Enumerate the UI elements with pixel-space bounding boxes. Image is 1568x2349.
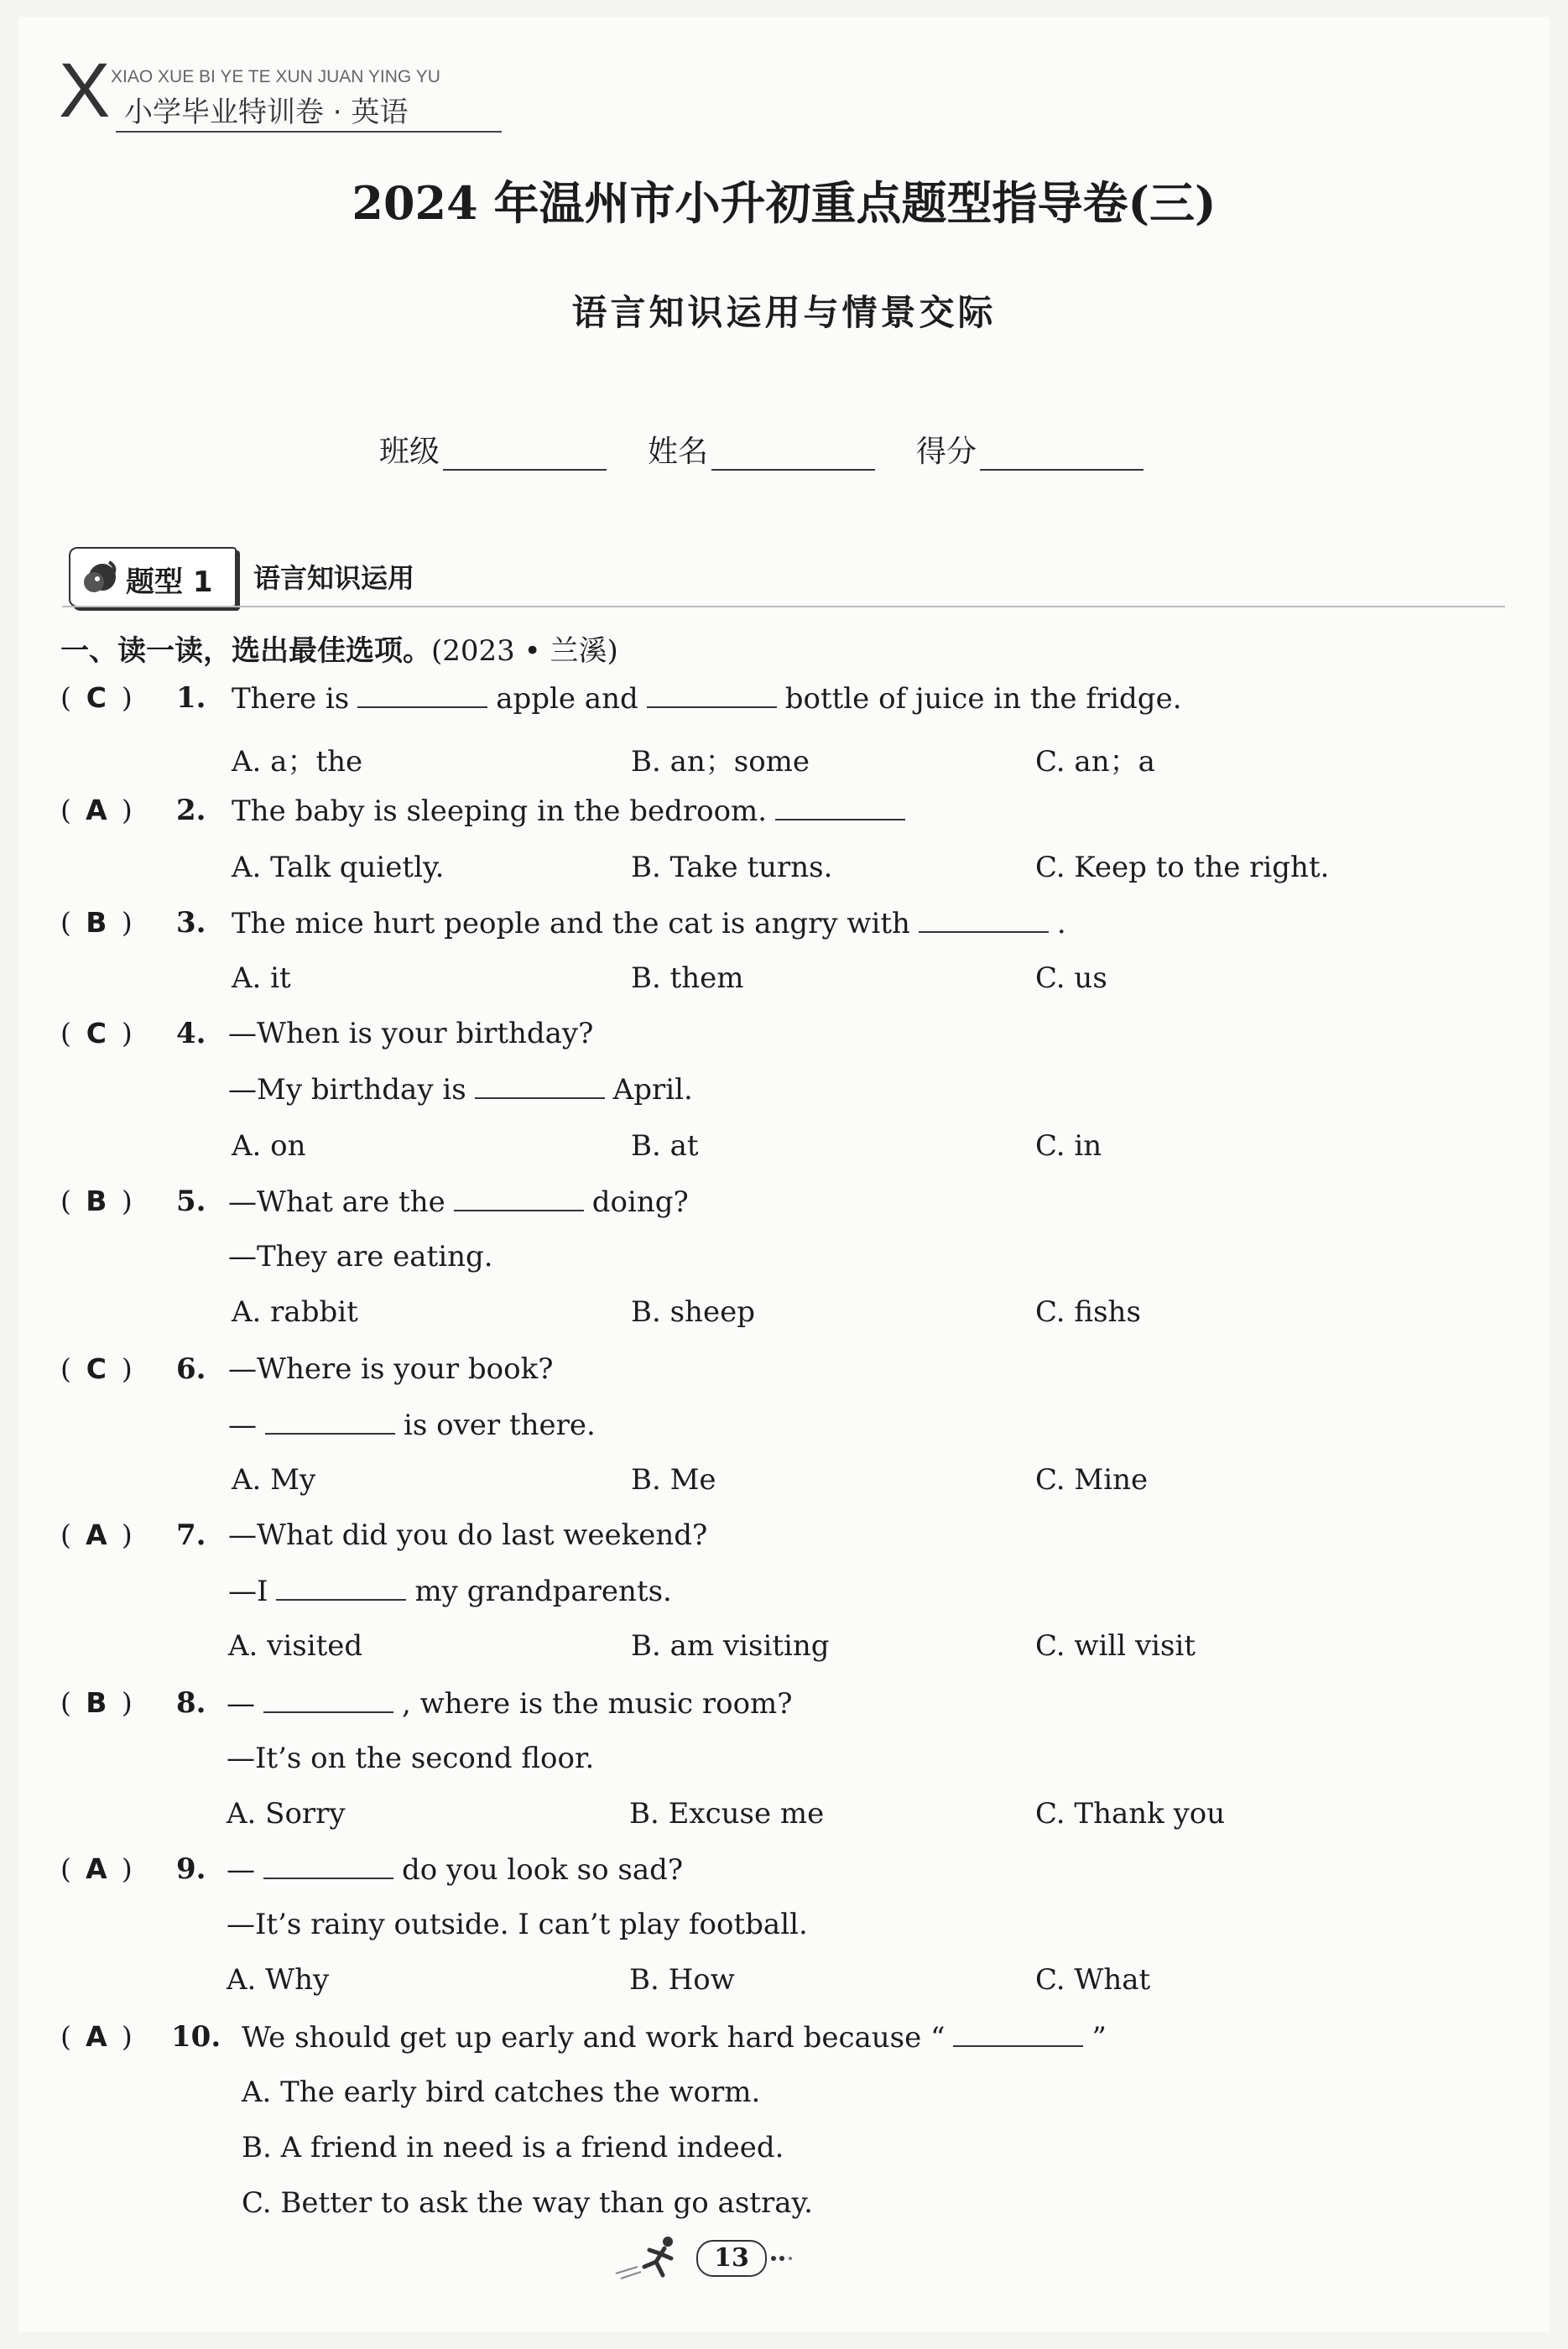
option-b[interactable]: B. them [631, 961, 744, 995]
question-number: 1. [176, 681, 206, 715]
section-rule [62, 606, 1505, 607]
answer-blank[interactable] [475, 1072, 605, 1099]
option-c[interactable]: C. an；a [1035, 745, 1155, 779]
dots-icon [768, 2250, 802, 2267]
answer-letter: B [86, 1185, 107, 1217]
header-rule [116, 131, 502, 133]
option-a[interactable]: A. My [232, 1463, 316, 1497]
question-8-line-1: — , where is the music room? [227, 1687, 793, 1721]
question-number: 9. [176, 1852, 206, 1886]
question-2: The baby is sleeping in the bedroom. [232, 794, 914, 828]
series-title: 小学毕业特训卷 · 英语 [124, 96, 409, 129]
question-6-line-1: —Where is your book? [228, 1352, 554, 1386]
option-c[interactable]: C. will visit [1035, 1629, 1196, 1663]
answer-letter: C [86, 1017, 107, 1049]
option-a[interactable]: A. a；the [232, 745, 363, 779]
answer-letter: A [86, 1518, 107, 1551]
answer-blank[interactable] [953, 2020, 1083, 2047]
page-number: 13 [696, 2240, 767, 2277]
class-label: 班级 [379, 435, 440, 469]
question-7-line-2: —I my grandparents. [228, 1575, 672, 1608]
question-9-line-2: —It’s rainy outside. I can’t play football. [227, 1908, 808, 1941]
answer-slot[interactable]: ( A ) [60, 1852, 133, 1885]
answer-letter: A [86, 794, 107, 826]
question-10: We should get up early and work hard because “ ” [242, 2021, 1107, 2055]
question-3: The mice hurt people and the cat is angry with . [232, 907, 1066, 940]
option-c[interactable]: C. Better to ask the way than go astray. [242, 2186, 813, 2220]
option-c[interactable]: C. Thank you [1035, 1797, 1226, 1831]
page-title: 2024 年温州市小升初重点题型指导卷(三) [352, 176, 1216, 230]
answer-slot[interactable]: ( B ) [60, 1185, 133, 1217]
option-c[interactable]: C. fishs [1035, 1295, 1141, 1329]
option-b[interactable]: B. am visiting [631, 1629, 830, 1663]
question-number: 3. [176, 906, 206, 940]
question-number: 6. [176, 1352, 206, 1386]
answer-blank[interactable] [919, 906, 1049, 933]
question-9-line-1: — do you look so sad? [227, 1853, 684, 1887]
option-b[interactable]: B. Excuse me [629, 1797, 825, 1831]
option-a[interactable]: A. Sorry [227, 1797, 346, 1831]
series-header [59, 48, 495, 136]
series-pinyin: XIAO XUE BI YE TE XUN JUAN YING YU [111, 67, 440, 86]
series-logo-letter: X [59, 48, 111, 133]
runner-icon [612, 2233, 688, 2280]
name-blank[interactable] [711, 439, 875, 471]
option-a[interactable]: A. it [232, 961, 291, 995]
squirrel-icon [77, 555, 119, 597]
option-c[interactable]: C. us [1035, 961, 1107, 995]
answer-slot[interactable]: ( A ) [60, 794, 133, 826]
score-label: 得分 [916, 435, 977, 469]
answer-slot[interactable]: ( B ) [60, 1686, 133, 1719]
option-c[interactable]: C. What [1035, 1963, 1151, 1997]
option-a[interactable]: A. The early bird catches the worm. [242, 2076, 761, 2109]
answer-blank[interactable] [775, 794, 905, 820]
option-b[interactable]: B. How [629, 1963, 735, 1997]
score-blank[interactable] [980, 439, 1143, 471]
answer-blank[interactable] [357, 681, 487, 708]
question-5-line-1: —What are the doing? [228, 1185, 689, 1219]
option-b[interactable]: B. A friend in need is a friend indeed. [242, 2131, 784, 2164]
option-c[interactable]: C. Keep to the right. [1035, 851, 1330, 884]
answer-slot[interactable]: ( C ) [60, 681, 133, 714]
score-field[interactable] [916, 428, 1143, 471]
question-number: 4. [176, 1017, 206, 1050]
question-number: 10. [171, 2020, 221, 2054]
option-c[interactable]: C. Mine [1035, 1463, 1149, 1497]
question-1: There is apple and bottle of juice in the fridge. [232, 682, 1182, 716]
answer-letter: C [86, 1352, 107, 1385]
question-number: 7. [176, 1518, 206, 1552]
answer-letter: A [86, 2020, 107, 2053]
class-blank[interactable] [443, 439, 607, 471]
question-4-line-1: —When is your birthday? [228, 1017, 594, 1050]
question-6-line-2: — is over there. [228, 1409, 596, 1442]
question-number: 2. [176, 794, 206, 827]
option-b[interactable]: B. Me [631, 1463, 716, 1497]
page-footer [612, 2233, 805, 2284]
question-number: 5. [176, 1185, 206, 1218]
instruction-text: 一、读一读，选出最佳选项。 [60, 634, 431, 668]
question-number: 8. [176, 1686, 206, 1720]
answer-blank[interactable] [265, 1408, 395, 1435]
answer-slot[interactable]: ( C ) [60, 1017, 133, 1049]
question-4-line-2: —My birthday is April. [228, 1073, 693, 1107]
answer-blank[interactable] [276, 1574, 406, 1601]
option-b[interactable]: B. Take turns. [631, 851, 833, 884]
option-b[interactable]: B. an；some [631, 745, 810, 779]
instruction-source: (2023 • 兰溪) [431, 634, 618, 668]
question-8-line-2: —It’s on the second floor. [227, 1742, 595, 1775]
answer-letter: B [86, 906, 107, 939]
section-badge [69, 547, 237, 607]
name-field[interactable] [648, 428, 875, 471]
answer-slot[interactable]: ( A ) [60, 1518, 133, 1551]
option-c[interactable]: C. in [1035, 1129, 1102, 1163]
name-label: 姓名 [648, 435, 709, 469]
answer-letter: B [86, 1686, 107, 1719]
answer-blank[interactable] [263, 1686, 393, 1713]
section-label: 语言知识运用 [253, 562, 415, 594]
page-subtitle: 语言知识运用与情景交际 [571, 292, 997, 333]
answer-blank[interactable] [263, 1852, 393, 1879]
option-b[interactable]: B. sheep [631, 1295, 755, 1329]
option-a[interactable]: A. Talk quietly. [232, 851, 445, 884]
option-b[interactable]: B. at [631, 1129, 699, 1163]
answer-slot[interactable]: ( C ) [60, 1352, 133, 1385]
answer-slot[interactable]: ( B ) [60, 906, 133, 939]
answer-letter: C [86, 681, 107, 714]
answer-blank[interactable] [647, 681, 777, 708]
question-7-line-1: —What did you do last weekend? [228, 1518, 708, 1552]
option-a[interactable]: A. on [232, 1129, 306, 1163]
instruction [60, 628, 618, 669]
question-5-line-2: —They are eating. [228, 1240, 493, 1273]
answer-letter: A [86, 1852, 107, 1885]
option-a[interactable]: A. visited [228, 1629, 363, 1663]
answer-slot[interactable]: ( A ) [60, 2020, 133, 2053]
section-badge-text: 题型 1 [126, 565, 213, 599]
class-field[interactable] [379, 428, 607, 471]
option-a[interactable]: A. Why [227, 1963, 330, 1997]
option-a[interactable]: A. rabbit [232, 1295, 358, 1329]
answer-blank[interactable] [454, 1185, 584, 1211]
